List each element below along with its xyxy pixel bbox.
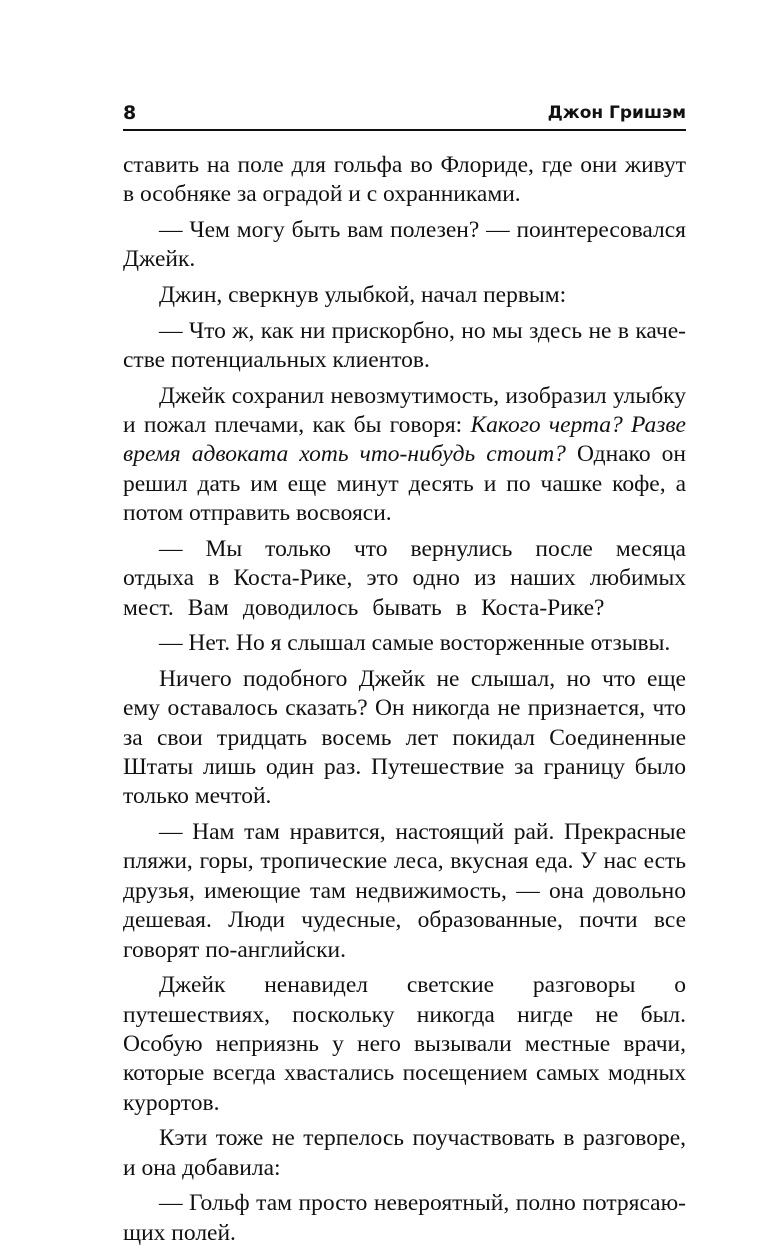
paragraph: Джин, сверкнув улыбкой, начал первым: [159,282,567,308]
page-number: 8 [123,102,137,124]
paragraph: — Мы только что вернулись после месяца отдыха в Коста-Рике, это одно из наших любимых мест. Вам доводилось бывать в Коста-Рике? [123,535,686,621]
paragraph [123,382,686,529]
paragraph-text: Однако он решил дать им еще минут десять и по чашке кофе, а потом отправить восвояси. [123,441,686,527]
paragraph: — Нет. Но я слышал самые восторженные отзывы. [159,630,671,657]
header-rule [123,129,686,131]
paragraph: ставить на поле для гольфа во Флориде, где они живут в особняке за оградой и с охранниками. [123,152,686,208]
paragraph: — Чем могу быть вам полезен? — поинтересовался Джейк. [123,217,686,273]
paragraph: Кэти тоже не терпелось поучаствовать в разговоре, и она добавила: [123,1125,686,1181]
page-header [123,98,686,128]
paragraph: Ничего подобного Джейк не слышал, но что еще ему оставалось сказать? Он никогда не признается, что за свои тридцать восемь лет покидал Соединенные Штаты лишь один раз. Путешествие за границу было только мечтой. [123,665,686,810]
paragraph-text: Джейк сохранил невозмутимость, изобразил улыбку и пожал плечами, как бы говоря: [123,382,686,438]
italic-thought: Какого черта? Разве время адвоката хоть что-нибудь стоит? [123,412,686,468]
paragraph: — Нам там нравится, настоящий рай. Прекрасные пляжи, горы, тропические леса, вкусная еда. У нас есть друзья, имеющие там недвижимость, — она довольно дешевая. Люди чудесные, образованные, почти все говорят по-английски. [123,819,686,963]
paragraph: — Что ж, как ни прискорбно, но мы здесь не в качестве потенциальных клиентов. [123,317,686,373]
running-title-author: Джон Гришэм [547,103,686,123]
paragraph: — Гольф там просто невероятный, полно потрясающих полей. [123,1190,686,1246]
body-text [123,151,686,1254]
paragraph: Джейк ненавидел светские разговоры о путешествиях, поскольку никогда нигде не был. Особую неприязнь у него вызывали местные врачи, которые всегда хвастались посещением самых модных курортов. [123,972,686,1116]
